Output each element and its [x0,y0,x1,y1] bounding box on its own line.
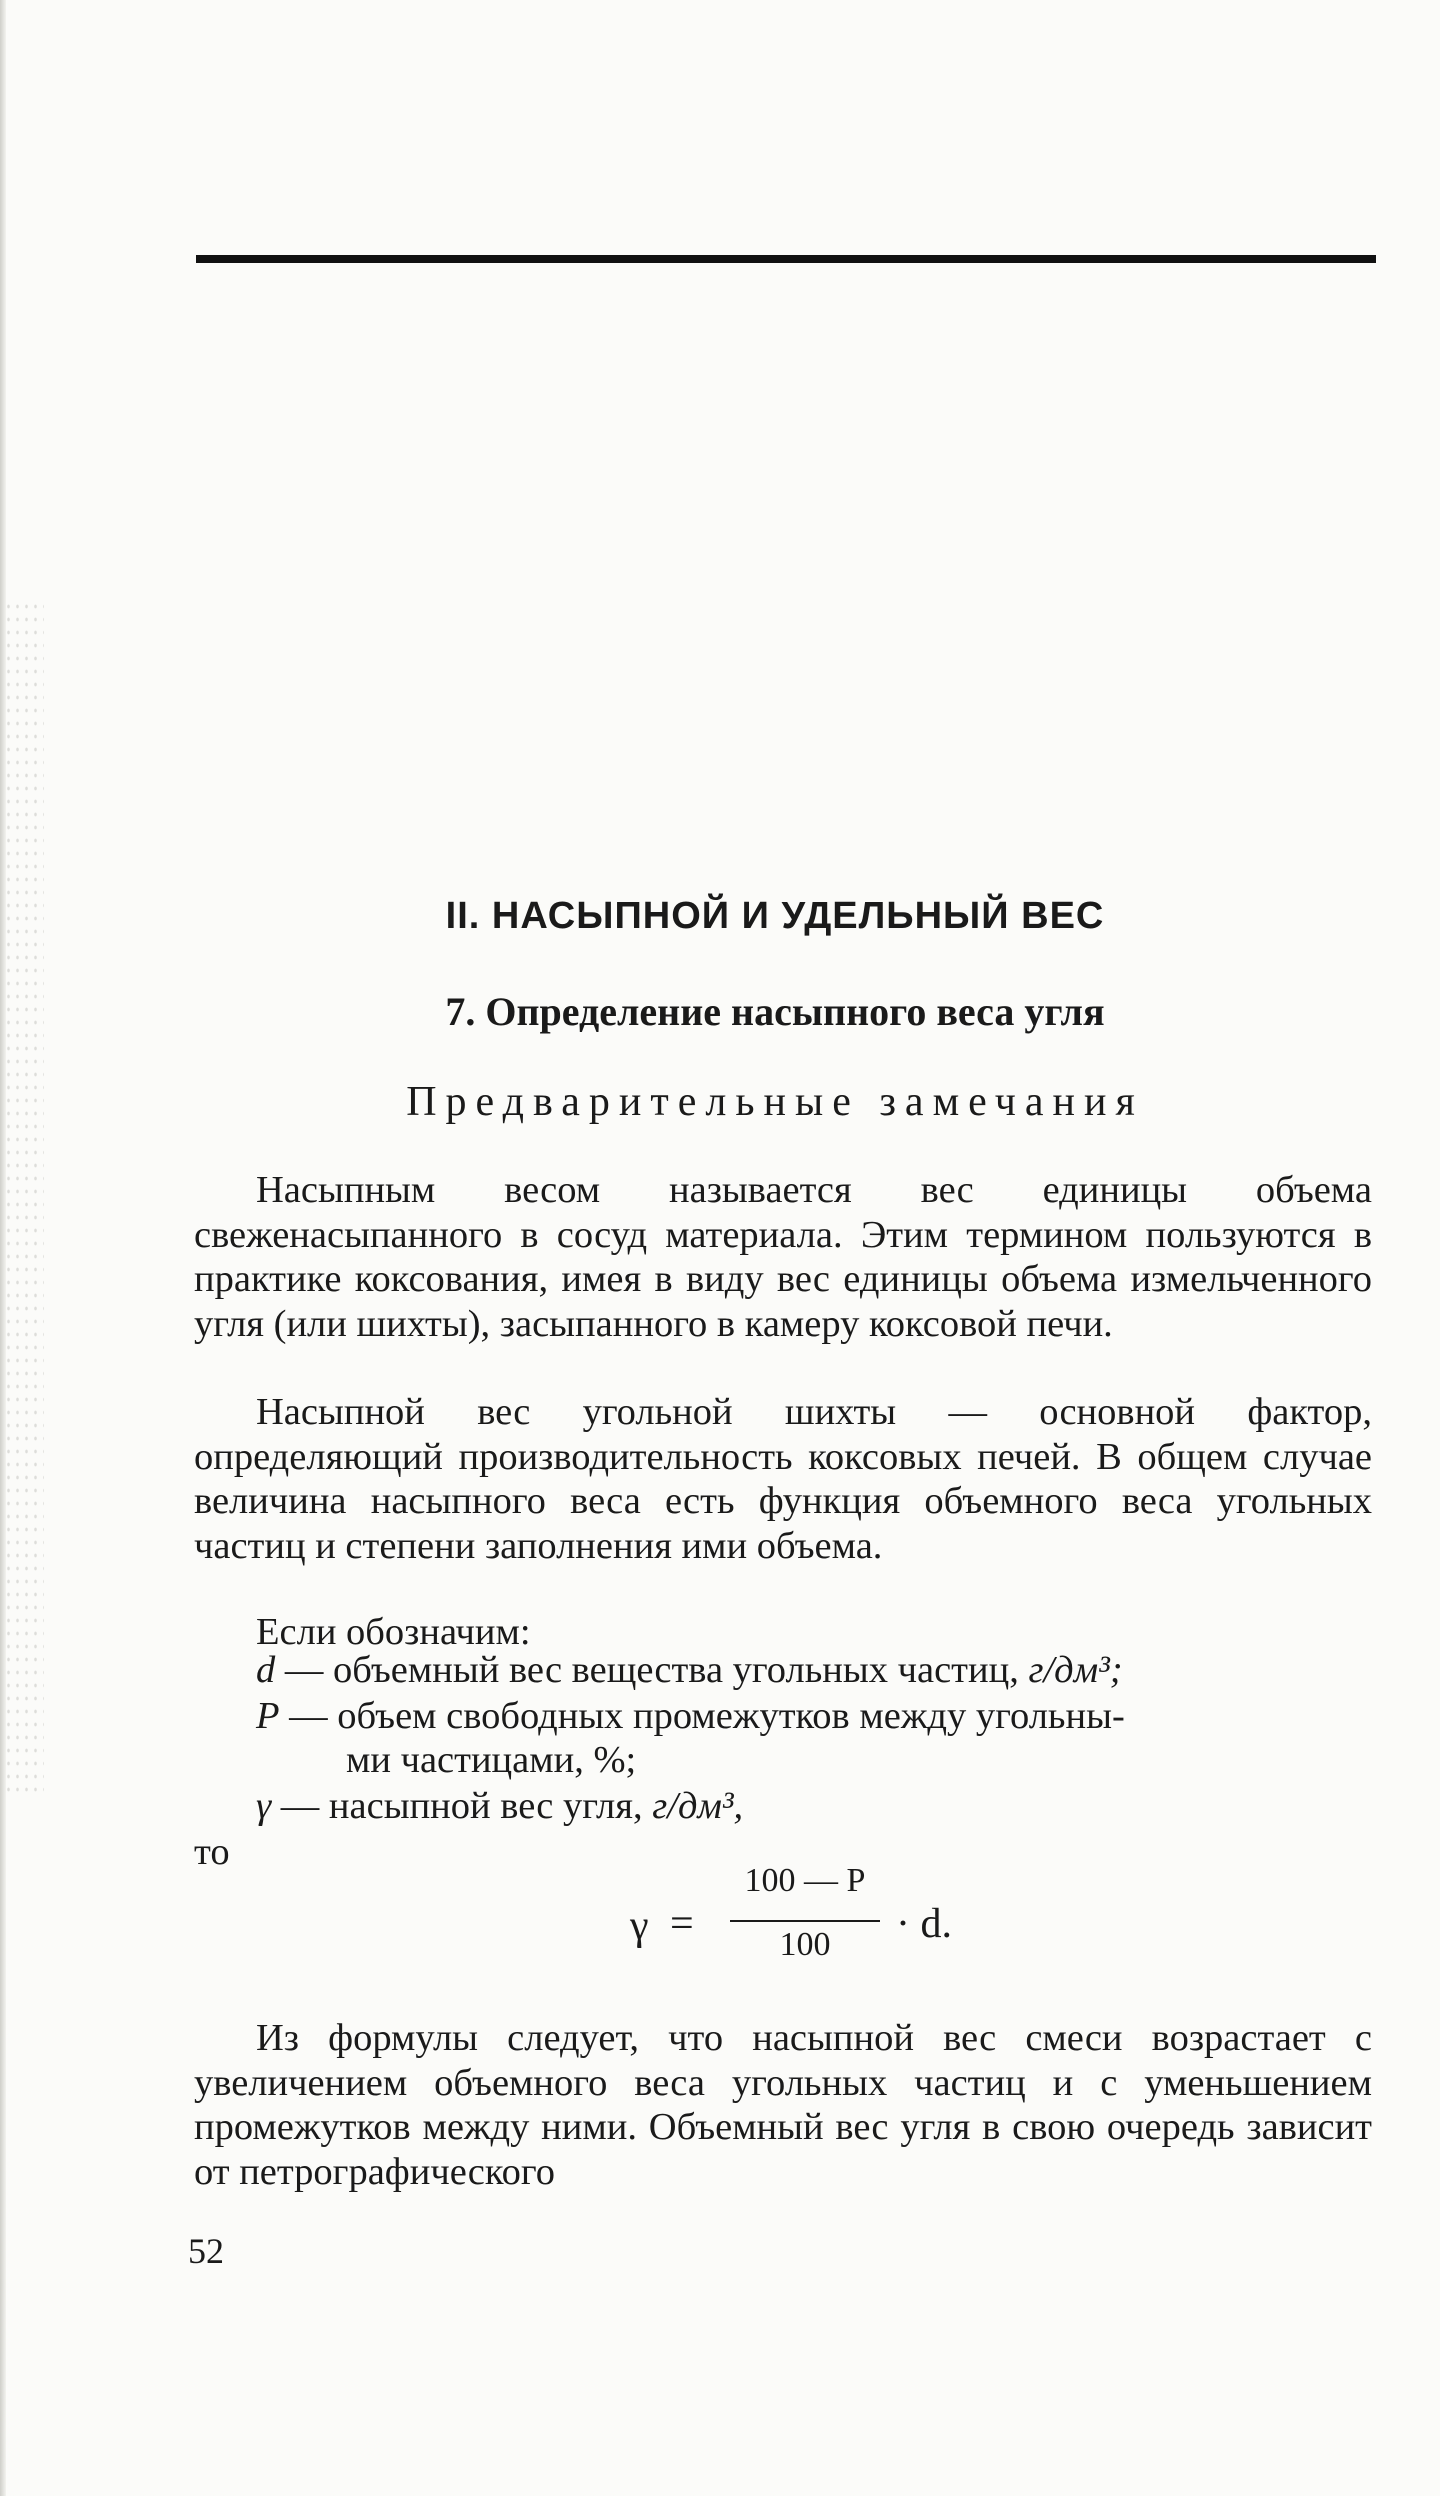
definition-text: ми частицами, %; [346,1739,637,1781]
scan-speckle [4,600,44,1800]
subheading: Предварительные замечания [406,1079,1144,1125]
formula-equals: = [670,1901,694,1947]
paragraph-2: Насыпной вес угольной шихты — основной фактор, определяющий производительность коксовых печей. В общем случае величина насыпного веса есть функция объемного веса угольных частиц и степени заполнения ими объема. [194,1391,1372,1567]
formula-denominator: 100 [779,1926,831,1963]
definition-p-continued [346,1738,636,1783]
definition-gamma [256,1784,743,1829]
formula-tail: · d. [896,1901,952,1947]
fraction-bar [730,1920,880,1922]
paragraph-3: Если обозначим: [256,1611,531,1653]
paragraph-4: Из формулы следует, что насыпной вес смеси возрастает с увеличением объемного веса угольных частиц и с уменьшением промежутков между ними. Объемный вес угля в свою очередь зависит от петрографического [194,2017,1372,2193]
definition-symbol: P [256,1695,280,1737]
paragraph-1: Насыпным весом называется вес единицы объема свеженасыпанного в сосуд материала. Этим термином пользуются в практике коксования, имея в виду вес единицы объема измельченного угля (или шихты), засыпанного в камеру коксовой печи. [194,1169,1372,1345]
definition-text: — объем свободных промежутков между угольны- [279,1695,1125,1737]
then-word: то [194,1831,230,1873]
definition-symbol: γ [256,1785,272,1827]
chapter-heading: II. НАСЫПНОЙ И УДЕЛЬНЫЙ ВЕС [445,895,1105,937]
definition-text: — насыпной вес угля, [271,1785,653,1827]
definition-unit: г/дм³; [1028,1649,1123,1691]
definition-d [256,1648,1123,1693]
section-heading: 7. Определение насыпного веса угля [445,989,1105,1034]
page-number: 52 [188,2231,224,2271]
definition-unit: г/дм³, [652,1785,744,1827]
definition-p [256,1694,1125,1739]
formula-numerator: 100 — P [744,1862,866,1899]
definition-text: — объемный вес вещества угольных частиц, [275,1649,1029,1691]
top-rule [196,255,1376,263]
formula-lhs: γ [630,1903,649,1949]
definition-symbol: d [256,1649,276,1691]
formula [620,1862,1020,1982]
